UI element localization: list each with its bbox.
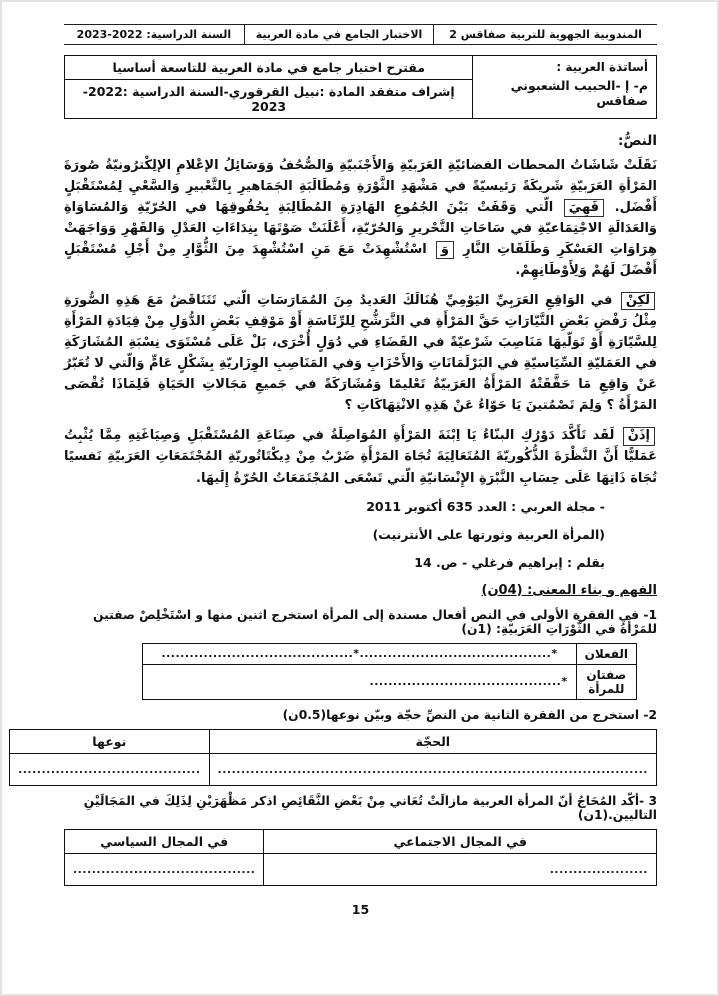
page-header: [64, 24, 657, 45]
boxed-connector-fahiya: فَهِيَ: [564, 199, 604, 217]
text-label: النصُّ:: [617, 133, 657, 149]
q1-row1-label: الفعلان: [576, 643, 636, 664]
source-article-title: (المرأة العربية وثورتها على الأنترنيت): [372, 526, 605, 542]
boxed-connector-idhan: إذَنْ: [623, 427, 655, 445]
question-3-answer-table: [64, 829, 657, 886]
table-row: [10, 729, 657, 753]
paragraph-3-text: لَقَد تَأَكَّدَ دَوْرُكِ البنّاءُ يَا اِبْنَةَ المَرْأَةِ المُوَاصِلَةُ في صِنَاعَةِ المُسْتَقْبَلِ وَصِيَاغَتِهِ مِمَّا يُثْبِتُ عَمَليًّا أَنَّ النَّظْرَةَ الذُّكُوريّةَ المُتَعَالِيَةَ تُجَاهَ المَرْأَةِ ضَرْبٌ مِنْ دِيكْتَاتُوريّةِ المُجْتَمَعَاتِ العَرَبيّةِ نَفسيًا تُجَاهَ ذَاتِهَا عَلَى حِسَابِ النَّبْرَةِ الإِنْسَانيّةِ الّتي تَسْعَى المُجْتَمَعَاتُ الحُرّةُ إِلَيهَا.: [64, 428, 657, 486]
reading-text: [64, 131, 657, 489]
paragraph-1-part-1: نَقَلَتْ شَاشَاتُ المحطات الفضائيّةِ العَرَبيّةِ وَالأَجْنَبيّةِ وَالصُّحُفُ وَوَسَائِلُ الإعْلامِ الإلِكْترُونيّةُ صُورَةَ المَرْأةِ العَرَبيّةِ شَريكَةً رَئيسيّةً في مَشْهَدِ الثَّوْرَةِ وَمُطَالَبَةِ الجَمَاهيرِ بِالتَّعْبيرِ وَالسَّعْيِ لِمُسْتَقْبَلٍ أَفْضَل.: [64, 157, 657, 215]
paragraph-1-part-3: اسْتُشْهِدَتْ مَعَ مَنِ اسْتُشْهِدَ مِنَ الثُّوَّارِ مِنْ أَجْلِ مُسْتَقْبَلٍ أَفْضَلَ لَهُمْ وَلِأَوْطَانِهِمْ.: [64, 242, 657, 279]
page-number: 15: [351, 901, 370, 917]
table-row: [143, 643, 637, 664]
question-1-answer-table: [142, 643, 637, 700]
q3-header-social: في المجال الاجتماعي: [264, 829, 657, 853]
exam-proposal-title: مقترح اختبار جامع في مادة العربية للتاسعة أساسيا: [65, 56, 473, 80]
teacher-name: م- إ -الحبيب الشعبوني صفاقس: [510, 78, 648, 108]
teachers-label: أساتذة العربية :: [556, 60, 648, 74]
question-3: 3 -أكّد المُحَاجُ أنّ المرأة العربية مازالَتْ تُعَاني مِنْ بَعْضِ النَّقَائِصِ اذكر مَظْهَرَيْنِ لِذَلِكَ في المَجَالَيْنِ التاليين.(1ن): [83, 793, 657, 822]
paragraph-2: [64, 290, 657, 416]
supervisor-line: إشراف متفقد المادة :نبيل القرقوري-السنة الدراسية :2022-2023: [65, 80, 473, 119]
table-row: [65, 853, 657, 885]
q3-answer-political-cell: .......................................: [65, 853, 264, 885]
q2-answer-argument-cell: ............................................................................................: [209, 753, 656, 785]
paragraph-1: [64, 155, 657, 281]
header-delegation: المندوبية الجهوية للتربية صفاقس 2: [449, 28, 642, 41]
paragraph-1-part-2: الّتي وَقَفَتْ بَيْنَ الجُمُوعِ الهَادِرَةِ المُطَالِبَةِ بِحُقُوقِهَا في الحُرّيّةِ وَالمُسَاوَاةِ وَالعَدَالَةِ الاجْتِمَاعيّةِ في سَاحَاتِ التَّحْريرِ وَالحُرّيّةِ، أَعْلَنَتْ صَوْتَهَا بِنِدَاءَاتِ العَدْلِ وَالقَهْرِ وَوَاجَهَتْ هِرَاوَاتِ العَسْكَرِ وَطَلَقَاتِ النَّارِ: [64, 199, 657, 258]
header-exam-title: الاختبار الجامع في مادة العربية: [244, 25, 434, 44]
section-heading-comprehension: الفهم و بناء المعنى: (04ن): [481, 582, 657, 598]
q2-header-type: نوعها: [10, 729, 209, 753]
table-row: [65, 829, 657, 853]
boxed-connector-wa: وَ: [436, 241, 454, 259]
header-school-year: السنة الدراسية: 2022-2023: [76, 28, 232, 41]
source-magazine: - مجلة العربي : العدد 635 أكتوبر 2011: [366, 498, 605, 514]
source-author: بقلم : إبراهيم فرغلي - ص. 14: [414, 554, 605, 570]
teachers-cell: [473, 56, 657, 119]
q3-answer-social-cell: .....................: [264, 853, 657, 885]
source-citation: [64, 499, 605, 570]
boxed-connector-lakin: لَكِنْ: [621, 292, 655, 310]
q1-row1-answer-cell: [143, 643, 576, 664]
info-box: [64, 55, 657, 119]
table-row: [143, 664, 637, 699]
question-2: 2- استخرج من الفقرة الثانية من النصِّ حجّة وبيّن نوعها(0.5ن): [282, 707, 657, 722]
paragraph-3: [64, 425, 657, 488]
q1-row2-answer-cell: [143, 664, 576, 699]
q3-header-political: في المجال السياسي: [65, 829, 264, 853]
q1-answer-dots-3: *.........................................: [369, 675, 568, 689]
question-1: 1- في الفقرة الأولى في النص أفعال مسندة إلى المرأة استخرج اثنين منها و اسْتَخْلِصْ صفتين للمَرْأَةُ في الثَّوْرَاتِ العَرَبيّةِ: (1ن): [93, 607, 657, 636]
q1-answer-dots-2: *.........................................: [161, 647, 360, 661]
q1-row2-label: صفتان للمرأة: [576, 664, 636, 699]
paragraph-2-text: في الوَاقِعِ العَرَبِيِّ اليَوْمِيِّ هُنَالَكَ العَديدُ مِنَ المُمَارَسَاتِ الّتي تَتَنَاقَضُ مَعَ هَذِهِ الصُّورَةِ مِثْلُ رَفْضِ بَعْضِ التَّيّارَاتِ حَقَّ المَرْأَةِ في التَّرَشُّحِ لِلرِّئَاسَةِ أَوْ مَوْقِفِ بَعْضِ الدُّوَلِ مِنْ قِيَادَةِ المَرْأَةِ لِلسَّيّارَةِ أَوْ تَوَلّيهَا مَنَاصِبَ شَرْعيّةً في القَضَاءِ في دُوَلٍ أُخْرَى، بَلْ عَلَى مُسْتَوَى نِسْبَةِ المُشَارَكَةِ في العَمَليّةِ السِّيَاسيّةِ في البَرْلَمَانَاتِ وَالأَحْزَابِ وَفي المَنَاصِبِ الوِزَاريّةِ بِشَكْلٍ عَامٍّ وَالّتي لا تُعَبّرُ عَنْ وَاقِعِ مَا حَقَّقَتْهُ المَرْأَةُ العَرَبيّةُ تَعْليمًا وَمُشَارَكَةً في جَميعِ مَجَالاتِ الحَيَاةِ فَلِمَاذَا تُقْصَى المَرْأَةُ ؟ وَلِمَ تَصْمُتينَ يَا حَوّاءُ عَنْ هَذِهِ الانْتِهَاكَاتِ ؟: [64, 293, 657, 414]
table-row: [65, 56, 657, 80]
question-2-answer-table: [9, 729, 657, 786]
q1-answer-dots-1: *.........................................: [359, 647, 558, 661]
q2-answer-type-cell: .......................................: [10, 753, 209, 785]
table-row: [10, 753, 657, 785]
q2-header-argument: الحجّة: [209, 729, 656, 753]
